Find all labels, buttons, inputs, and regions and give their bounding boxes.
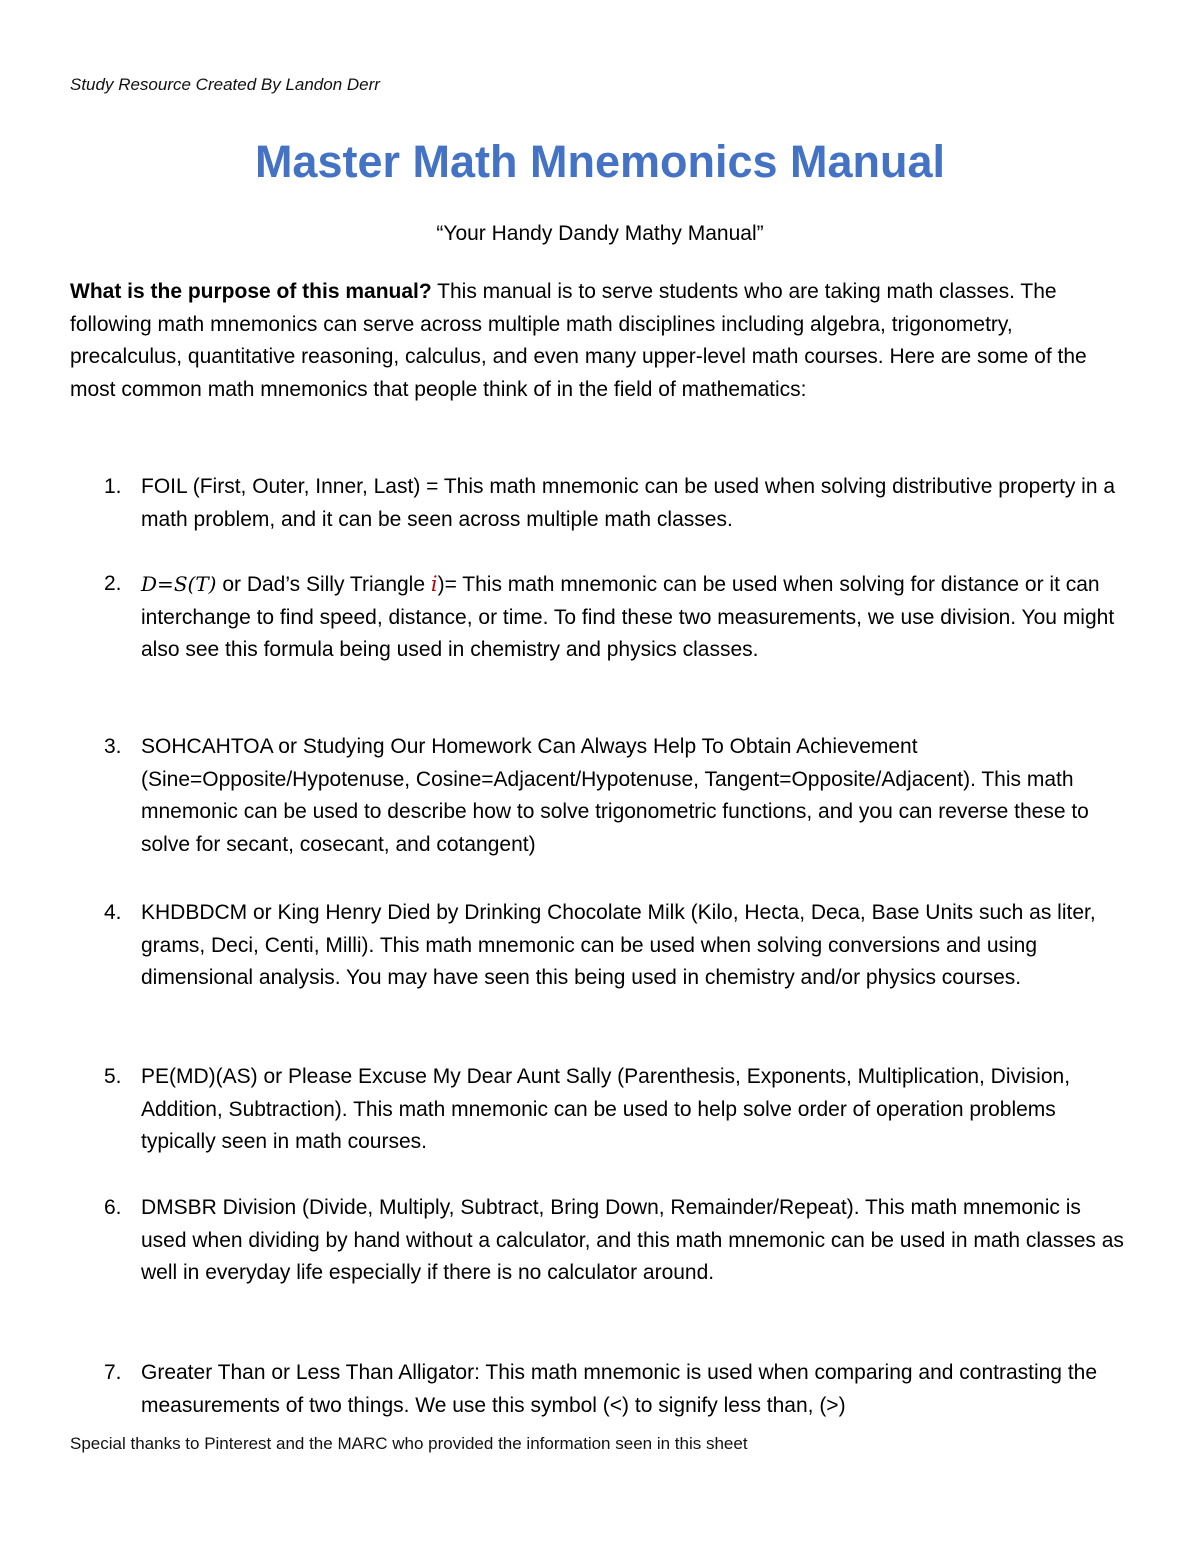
list-number: 1. [104,475,122,498]
list-item-4 [70,897,1130,995]
list-number: 2. [104,572,122,595]
header-credit: Study Resource Created By Landon Derr [70,75,380,94]
list-item-text: DMSBR Division (Divide, Multiply, Subtract, Bring Down, Remainder/Repeat). This math mnemonic is used when dividing by hand without a calculator, and this math mnemonic can be used in math classes as well in everyday life especially if there is no calculator around. [141,1196,1124,1285]
formula-d: D [141,572,158,596]
list-number: 6. [104,1196,122,1219]
list-item-text: KHDBDCM or King Henry Died by Drinking Chocolate Milk (Kilo, Hecta, Deca, Base Units such as liter, grams, Deci, Centi, Milli). This math mnemonic can be used when solving conversions and using dimensional analysis. You may have seen this being used in chemistry and/or physics courses. [141,901,1096,990]
page-title: Master Math Mnemonics Manual [254,136,946,187]
list-number: 4. [104,901,122,924]
list-item-text: Greater Than or Less Than Alligator: This math mnemonic is used when comparing and contrasting the measurements of two things. We use this symbol (<) to signify less than, (>) [141,1361,1098,1417]
list-item-3 [70,731,1130,861]
list-item-7 [70,1357,1130,1422]
page-subtitle: “Your Handy Dandy Mathy Manual” [436,222,764,245]
item-2-text-b: )= This math mnemonic can be used when solving for distance or it can interchange to find speed, distance, or time. To find these two measurements, we use division. You might also see this formula being used in chemistry and physics classes. [141,573,1115,662]
list-item-text: PE(MD)(AS) or Please Excuse My Dear Aunt Sally (Parenthesis, Exponents, Multiplication, Division, Addition, Subtraction). This math mnemonic can be used to help solve order of operation problems typically seen in math courses. [141,1065,1071,1154]
intro-body: This manual is to serve students who are taking math classes. The following math mnemonics can serve across multiple math disciplines including algebra, trigonometry, precalculus, quantitative reasoning, calculus, and even many upper-level math courses. Here are some of the most common math mnemonics that people think of in the field of mathematics: [70,280,1087,401]
list-number: 7. [104,1361,122,1384]
list-item-text: FOIL (First, Outer, Inner, Last) = This math mnemonic can be used when solving distributive property in a math problem, and it can be seen across multiple math classes. [141,475,1116,531]
red-glyph: i [430,572,438,596]
intro-paragraph [70,276,1130,406]
list-item-text [141,568,1130,667]
list-item-2 [70,568,1130,667]
item-2-text-a: or Dad’s Silly Triangle [216,573,431,596]
formula-equals: = [157,572,174,596]
formula-close-paren: ) [208,572,217,596]
intro-question: What is the purpose of this manual? [70,280,432,303]
formula-s: S [173,572,188,596]
footer-thanks: Special thanks to Pinterest and the MARC who provided the information seen in this sheet [70,1434,748,1453]
formula-open-paren: ( [187,572,196,596]
list-item-1 [70,471,1130,536]
list-item-text: SOHCAHTOA or Studying Our Homework Can Always Help To Obtain Achievement (Sine=Opposite/Hypotenuse, Cosine=Adjacent/Hypotenuse, Tangent=Opposite/Adjacent). This math mnemonic can be used to describe how to solve trigonometric functions, and you can reverse these to solve for secant, cosecant, and cotangent) [141,735,1089,856]
list-number: 5. [104,1065,122,1088]
list-item-6 [70,1192,1130,1290]
list-item-5 [70,1061,1130,1159]
list-number: 3. [104,735,122,758]
formula-t: T [195,572,209,596]
